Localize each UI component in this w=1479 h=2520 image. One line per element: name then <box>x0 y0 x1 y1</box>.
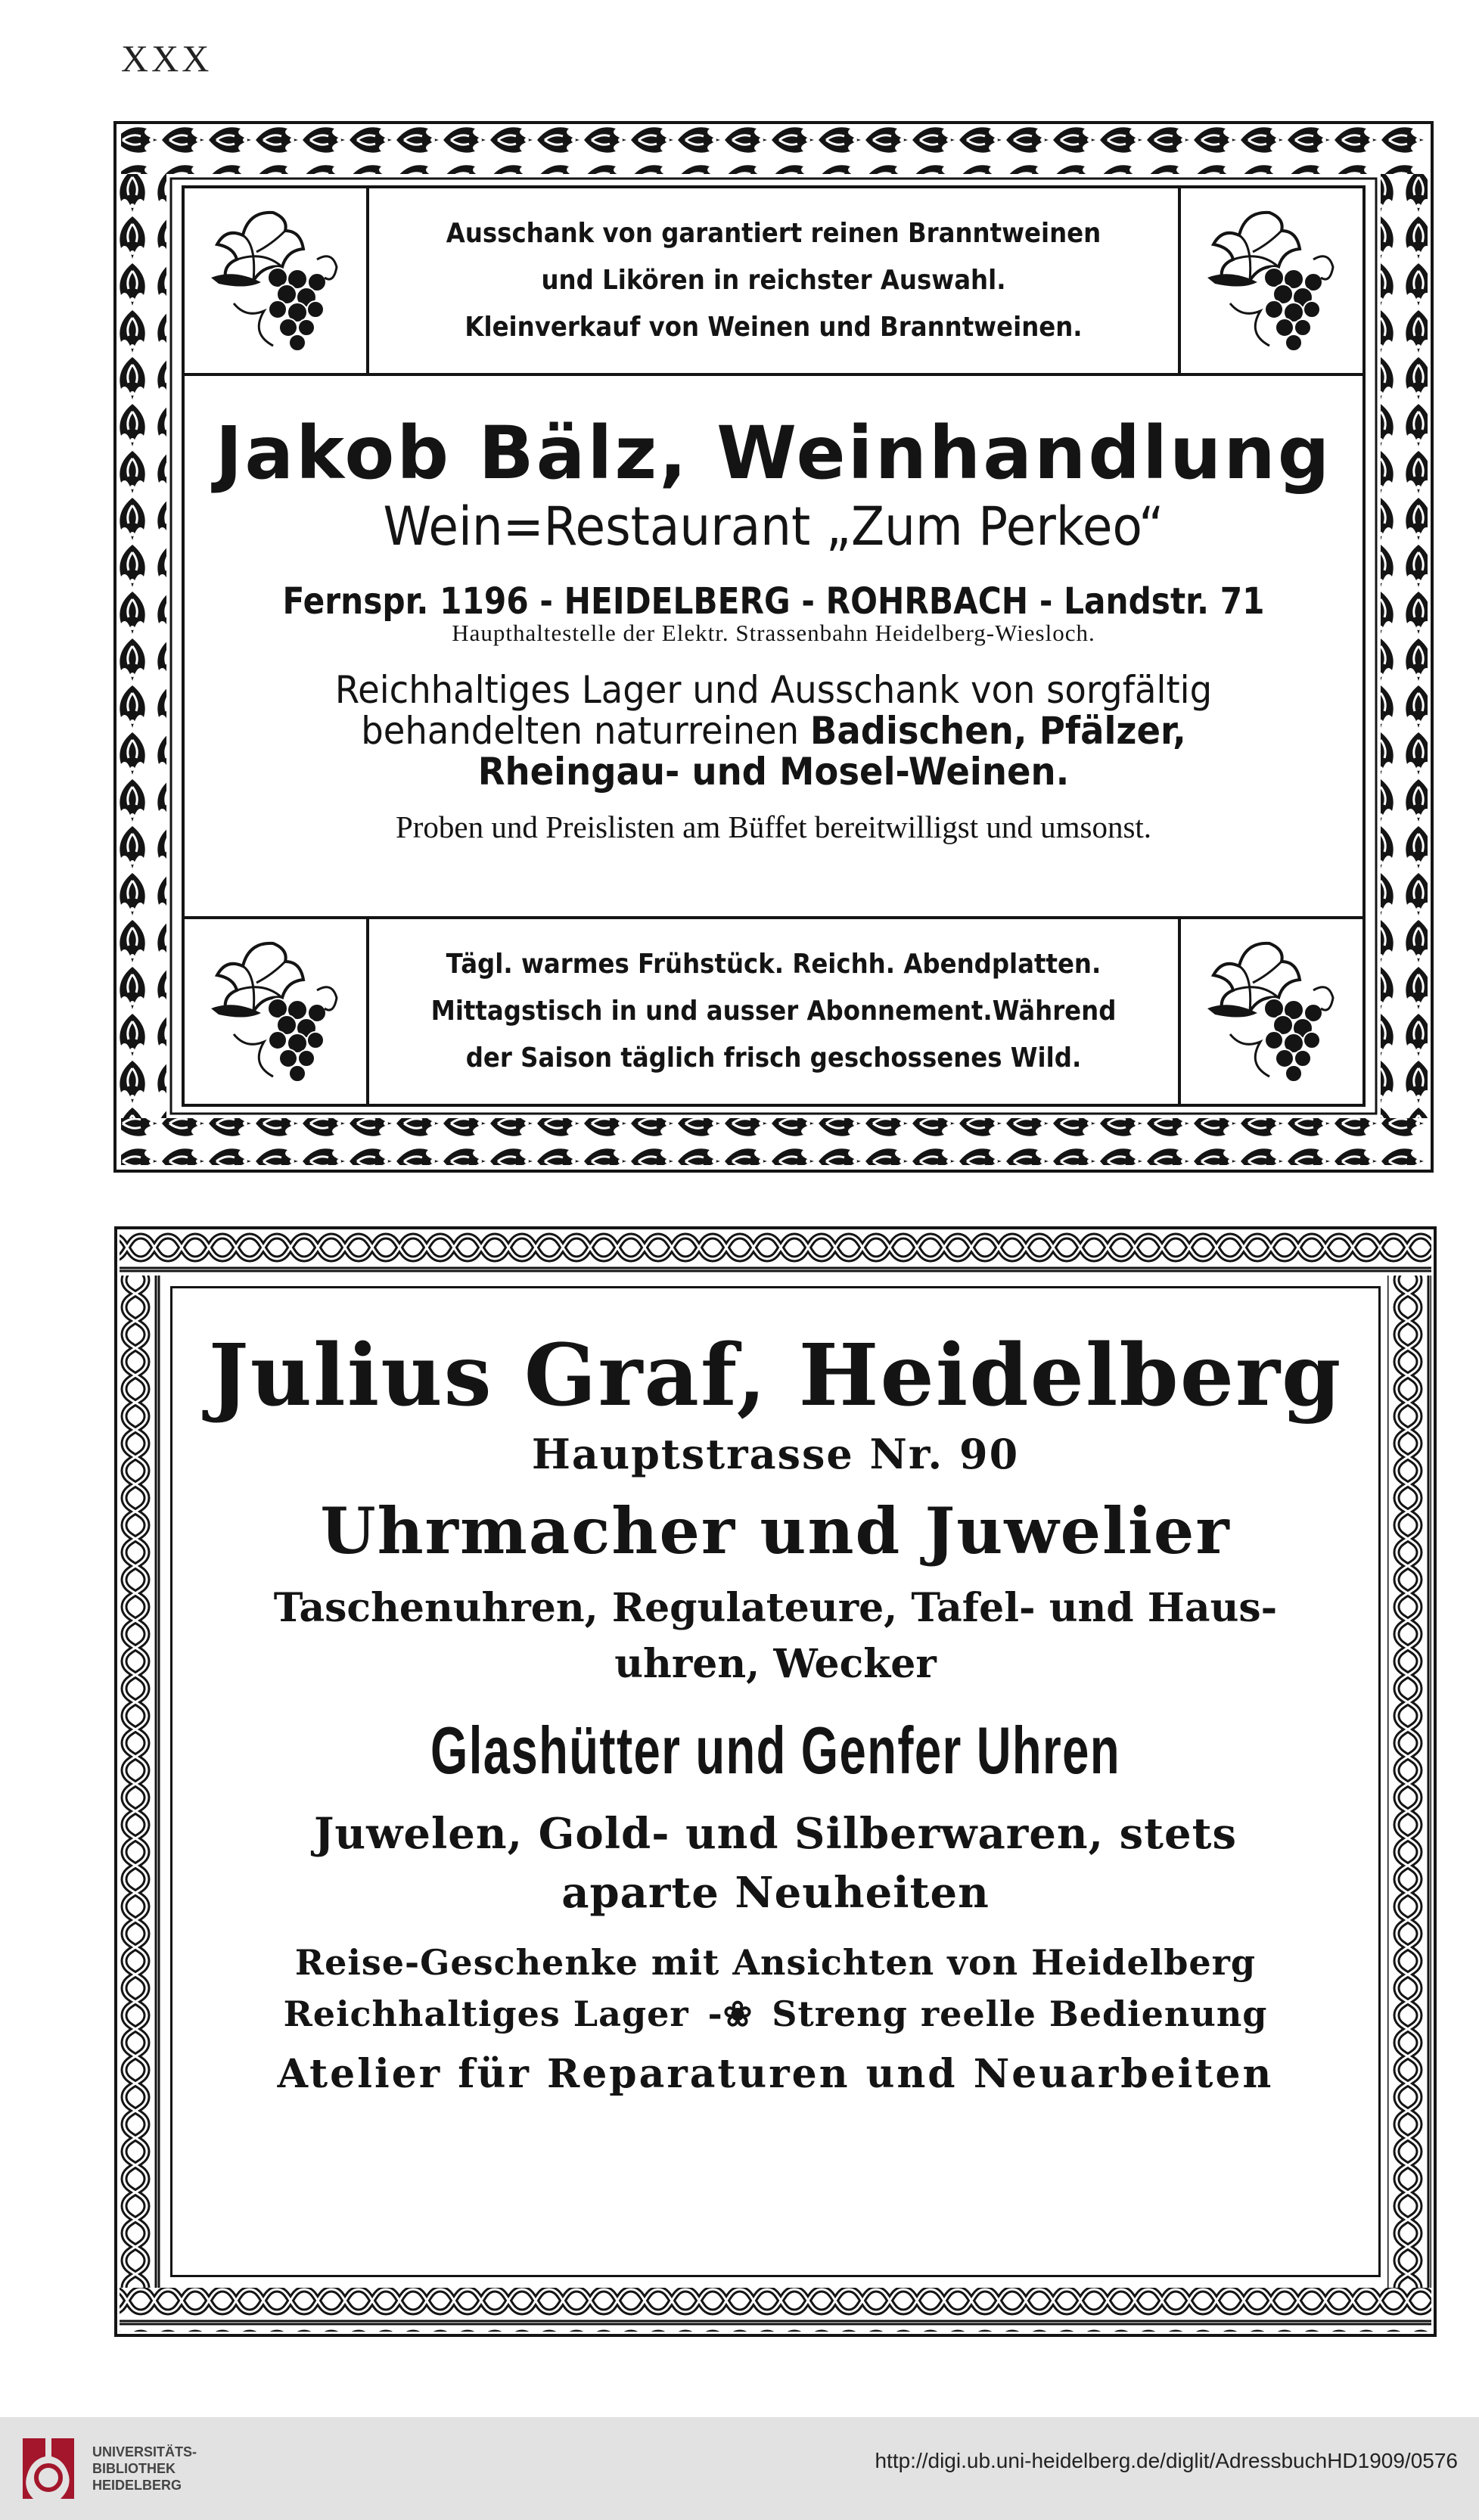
watches-line: uhren, Wecker <box>614 1641 937 1687</box>
bälz-main-text <box>185 373 1362 919</box>
jewels-line: Juwelen, Gold- und Silberwaren, stets <box>313 1809 1238 1859</box>
street-address: Hauptstrasse Nr. 90 <box>531 1430 1020 1478</box>
jewels-text <box>172 1804 1378 1922</box>
notice-line: und Likören in reichster Auswahl. <box>541 265 1006 296</box>
offer-text <box>225 670 1321 792</box>
notice-line: Tägl. warmes Frühstück. Reichh. Abendplatten. <box>446 949 1101 980</box>
library-logo[interactable] <box>15 2434 197 2503</box>
library-footer <box>0 2417 1479 2520</box>
trade-heading: Uhrmacher und Juwelier <box>320 1493 1231 1568</box>
atelier-line: Atelier für Reparaturen und Neuarbeiten <box>277 2051 1274 2097</box>
logo-line: UNIVERSITÄTS- <box>92 2444 197 2459</box>
notice-line: der Saison täglich frisch geschossenes Wild. <box>465 1042 1082 1074</box>
offer-bold: Rheingau- und Mosel-Weinen. <box>477 750 1070 794</box>
brand-line: Glashütter und Genfer Uhren <box>430 1713 1120 1788</box>
stock-service-line <box>172 1993 1378 2034</box>
address-line: Fernspr. 1196 - HEIDELBERG - ROHRBACH - Landstr. 71 <box>282 580 1265 623</box>
bälz-advertisement <box>113 121 1434 1173</box>
firm-name: Jakob Bälz, Weinhandlung <box>215 411 1332 496</box>
stock-text: Reichhaltiges Lager <box>283 1993 689 2034</box>
page-number: XXX <box>121 37 213 79</box>
offer-line <box>225 710 1321 751</box>
graf-advertisement <box>113 1226 1437 2338</box>
offer-plain: behandelten naturreinen <box>361 709 800 753</box>
firm-name: Julius Graf, Heidelberg <box>208 1326 1343 1425</box>
bälz-panel <box>182 185 1366 1107</box>
jewels-line: aparte Neuheiten <box>561 1868 990 1918</box>
meals-notice <box>409 919 1137 1104</box>
watches-text <box>172 1580 1378 1692</box>
tram-stop-line: Haupthaltestelle der Elektr. Strassenbahn Heidelberg-Wiesloch. <box>452 620 1095 646</box>
library-name <box>92 2444 197 2494</box>
grape-vine-icon <box>185 188 369 373</box>
offer-bold: Badischen, Pfälzer, <box>809 709 1186 753</box>
bottom-notice-row <box>185 916 1362 1104</box>
offer-line <box>225 751 1321 792</box>
grape-vine-icon <box>1178 188 1362 373</box>
offer-line: Reichhaltiges Lager und Ausschank von sorgfältig <box>334 668 1213 712</box>
spirits-notice <box>409 188 1137 373</box>
samples-line: Proben und Preislisten am Büffet bereitwilligst und umsonst. <box>395 809 1152 844</box>
gifts-line: Reise-Geschenke mit Ansichten von Heidelberg <box>294 1942 1257 1983</box>
service-text: Streng reelle Bedienung <box>772 1993 1268 2034</box>
watches-line: Taschenuhren, Regulateure, Tafel- und Haus- <box>273 1585 1278 1631</box>
flower-separator-icon: -❀ <box>707 1993 753 2034</box>
grape-vine-icon <box>185 919 369 1104</box>
top-notice-row <box>185 188 1362 376</box>
logo-line: HEIDELBERG <box>92 2478 182 2493</box>
notice-line: Ausschank von garantiert reinen Branntweinen <box>446 218 1101 249</box>
notice-line: Mittagstisch in und ausser Abonnement.Während <box>430 996 1117 1027</box>
library-seal-icon <box>15 2434 82 2503</box>
logo-line: BIBLIOTHEK <box>92 2461 176 2476</box>
notice-line: Kleinverkauf von Weinen und Branntweinen. <box>465 312 1083 343</box>
graf-panel <box>170 1286 1381 2277</box>
restaurant-name: Wein=Restaurant „Zum Perkeo“ <box>383 496 1164 558</box>
source-url-link[interactable]: http://digi.ub.uni-heidelberg.de/diglit/AdressbuchHD1909/0576 <box>875 2449 1458 2472</box>
grape-vine-icon <box>1178 919 1362 1104</box>
